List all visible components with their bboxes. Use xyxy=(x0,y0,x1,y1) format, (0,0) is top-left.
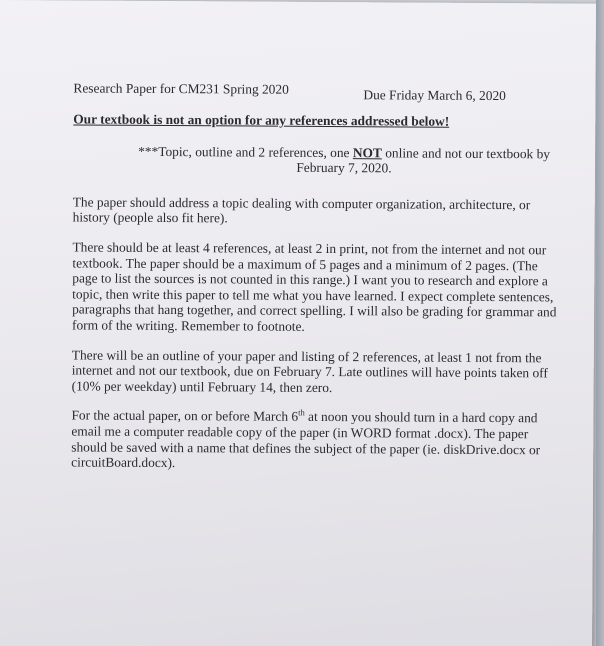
textbook-warning: Our textbook is not an option for any references addressed below! xyxy=(73,111,450,129)
topic-requirement xyxy=(129,143,559,177)
paragraph-outline: There will be an outline of your paper and listing of 2 references, at least 1 not from the internet and not our textbook, due on February 7. Late outlines will have points taken off (10% per weekday) until February 14, then zero. xyxy=(71,346,548,395)
submission-prefix: For the actual paper, on or before March 6 xyxy=(71,407,299,425)
topic-prefix: ***Topic, outline and 2 references, one xyxy=(138,143,353,160)
topic-suffix: online and not our textbook by February 7, 2020. xyxy=(296,144,551,176)
due-date: Due Friday March 6, 2020 xyxy=(363,87,506,104)
paragraph-topic-scope: The paper should address a topic dealing with computer organization, architecture, or history (people also fit here). xyxy=(72,194,531,226)
document-body xyxy=(71,80,563,473)
background-edge xyxy=(596,0,604,646)
submission-suffix: at noon you should turn in a hard copy and email me a computer readable copy of the paper (in WORD format .docx). The paper should be saved with a name that defines the subject of the paper (ie. diskDrive.docx or circuitBoard.docx). xyxy=(71,409,541,471)
paragraph-submission xyxy=(71,408,561,473)
header-row xyxy=(73,80,563,104)
topic-emphasis: NOT xyxy=(352,144,382,160)
submission-superscript: th xyxy=(298,407,305,418)
course-title: Research Paper for CM231 Spring 2020 xyxy=(73,80,289,97)
paragraph-references: There should be at least 4 references, at least 2 in print, not from the internet and not our textbook. The paper should be a maximum of 5 pages and a minimum of 2 pages. (The page to list the sources is not counted in this range.) I want you to research and explore a topic, then write this paper to tell me what you have learned. I expect complete sentences, paragraphs that hang together, and correct spelling. I will also be grading for grammar and form of the writing. Remember to footnote. xyxy=(71,239,557,334)
